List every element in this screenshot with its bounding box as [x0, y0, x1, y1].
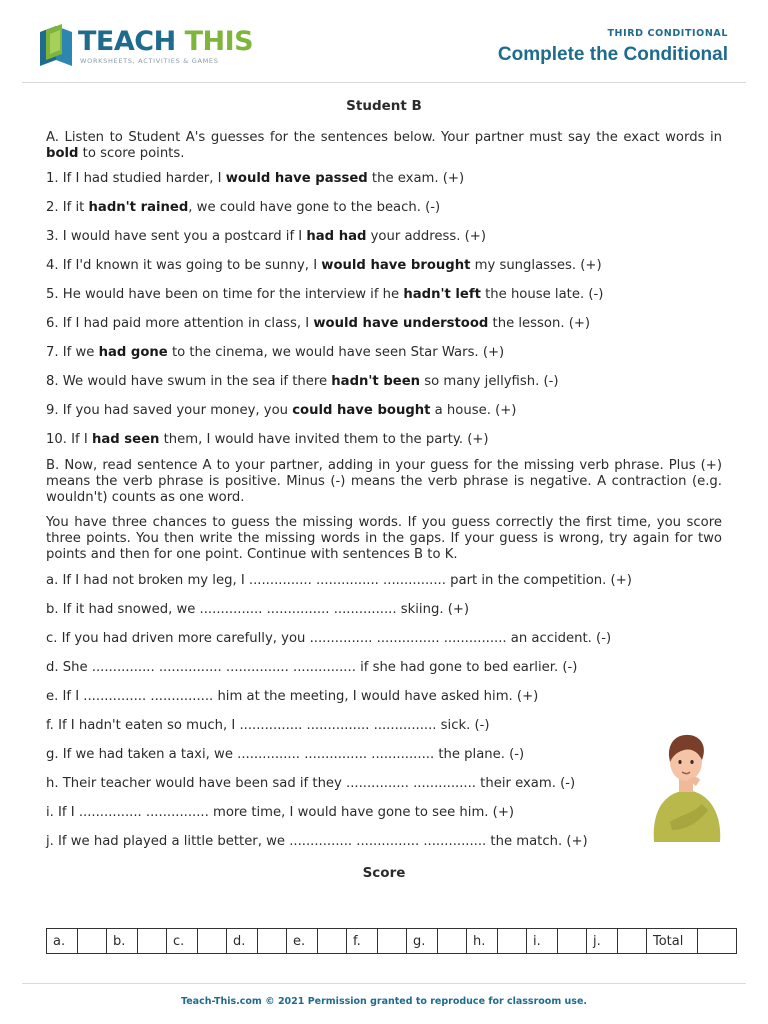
worksheet-body	[46, 98, 722, 881]
score-entry-cell[interactable]	[558, 929, 587, 954]
score-label-cell: f.	[347, 929, 378, 954]
score-entry-cell[interactable]	[138, 929, 167, 954]
gap-sentence-item: i. If I ............... ............... more time, I would have gone to see him. (+)	[46, 805, 515, 820]
sentence-item	[46, 229, 722, 245]
score-label-cell: i.	[527, 929, 558, 954]
score-entry-cell[interactable]	[438, 929, 467, 954]
gap-sentence-item: j. If we had played a little better, we ............... ............... ............... the match. (+)	[46, 834, 588, 849]
sentence-item	[46, 171, 722, 187]
sentence-text: so many jellyfish. (-)	[420, 374, 559, 389]
score-row	[47, 929, 737, 954]
bold-phrase: bold	[46, 146, 79, 161]
gap-sentence-item: b. If it had snowed, we ............... ............... ............... skiing. (+)	[46, 602, 470, 617]
bold-phrase: would have understood	[313, 316, 489, 331]
score-label-cell: d.	[227, 929, 258, 954]
sentence-text: them, I would have invited them to the party. (+)	[159, 432, 489, 447]
sentence-text: , we could have gone to the beach. (-)	[188, 200, 441, 215]
thinking-student-illustration	[648, 730, 724, 842]
bold-phrase: would have passed	[225, 171, 368, 186]
sentence-item	[46, 258, 722, 274]
bold-phrase: would have brought	[321, 258, 471, 273]
sentence-text: 2. If it	[46, 200, 89, 215]
sentence-list	[46, 171, 722, 448]
instruction-b: B. Now, read sentence A to your partner, adding in your guess for the missing verb phrase. Plus (+) means the verb phrase is positive. Minus (-) means the verb phrase is negative. A contraction (e.g. wouldn't) counts as one word.	[46, 458, 722, 505]
sentence-text: my sunglasses. (+)	[470, 258, 602, 273]
sentence-text: 1. If I had studied harder, I	[46, 171, 226, 186]
page-header	[0, 0, 768, 80]
teach-this-logo	[36, 24, 254, 70]
score-entry-cell[interactable]	[498, 929, 527, 954]
score-total-label: Total	[647, 929, 698, 954]
sentence-text: to the cinema, we would have seen Star Wars. (+)	[167, 345, 505, 360]
score-table	[46, 928, 737, 954]
sentence-text: to score points.	[78, 146, 185, 161]
sentence-item	[46, 374, 722, 390]
score-entry-cell[interactable]	[258, 929, 287, 954]
sentence-text: 10. If I	[46, 432, 92, 447]
bold-phrase: had gone	[98, 345, 168, 360]
book-icon	[36, 24, 76, 66]
sentence-item	[46, 316, 722, 332]
gap-sentence-item: a. If I had not broken my leg, I ............... ............... ............... part in the competition. (+)	[46, 573, 632, 588]
bold-phrase: could have bought	[292, 403, 431, 418]
sentence-text: the exam. (+)	[367, 171, 465, 186]
sentence-text: 6. If I had paid more attention in class, I	[46, 316, 314, 331]
gap-sentence-item: h. Their teacher would have been sad if they ............... ............... their exam. (-)	[46, 776, 576, 791]
score-entry-cell[interactable]	[378, 929, 407, 954]
sentence-text: your address. (+)	[366, 229, 487, 244]
bold-phrase: had had	[306, 229, 367, 244]
sentence-text: 4. If I'd known it was going to be sunny, I	[46, 258, 322, 273]
score-entry-cell[interactable]	[618, 929, 647, 954]
gap-sentence-item: g. If we had taken a taxi, we ............... ............... ............... the plane. (-)	[46, 747, 525, 762]
section-title: Student B	[346, 98, 422, 114]
sentence-text: a house. (+)	[430, 403, 517, 418]
gap-sentence-item: e. If I ............... ............... him at the meeting, I would have asked him. (+)	[46, 689, 539, 704]
sentence-text: the house late. (-)	[480, 287, 604, 302]
instruction-a	[46, 130, 722, 162]
logo-tagline: WORKSHEETS, ACTIVITIES & GAMES	[80, 57, 219, 65]
score-label-cell: c.	[167, 929, 198, 954]
score-title: Score	[362, 865, 406, 881]
score-label-cell: h.	[467, 929, 498, 954]
sentence-item	[46, 432, 722, 448]
score-label-cell: b.	[107, 929, 138, 954]
gap-sentence-list	[46, 573, 722, 850]
worksheet-title: Complete the Conditional	[497, 44, 728, 65]
score-entry-cell[interactable]	[318, 929, 347, 954]
sentence-item	[46, 287, 722, 303]
sentence-text: A. Listen to Student A's guesses for the sentences below. Your partner must say the exact words in	[46, 130, 722, 145]
score-label-cell: g.	[407, 929, 438, 954]
sentence-item	[46, 345, 722, 361]
score-label-cell: j.	[587, 929, 618, 954]
sentence-text: 7. If we	[46, 345, 99, 360]
score-total-cell[interactable]	[698, 929, 737, 954]
worksheet-category: THIRD CONDITIONAL	[607, 28, 728, 39]
bold-phrase: hadn't rained	[88, 200, 189, 215]
score-label-cell: a.	[47, 929, 78, 954]
sentence-item	[46, 403, 722, 419]
bold-phrase: hadn't been	[331, 374, 421, 389]
score-label-cell: e.	[287, 929, 318, 954]
score-entry-cell[interactable]	[198, 929, 227, 954]
instruction-c: You have three chances to guess the missing words. If you guess correctly the first time, you score three points. You then write the missing words in the gaps. If your guess is wrong, try again for two points and then for one point. Continue with sentences B to K.	[46, 515, 722, 562]
header-divider	[22, 82, 746, 83]
bold-phrase: hadn't left	[403, 287, 481, 302]
sentence-text: 5. He would have been on time for the interview if he	[46, 287, 404, 302]
bold-phrase: had seen	[91, 432, 160, 447]
footer-divider	[22, 983, 746, 984]
sentence-text: 8. We would have swum in the sea if there	[46, 374, 332, 389]
gap-sentence-item: d. She ............... ............... ............... ............... if she had gone to bed earlier. (-)	[46, 660, 578, 675]
footer-copyright: Teach-This.com © 2021 Permission granted to reproduce for classroom use.	[181, 996, 587, 1007]
logo-wordmark: TEACH THIS	[78, 26, 254, 57]
sentence-text: 3. I would have sent you a postcard if I	[46, 229, 307, 244]
score-entry-cell[interactable]	[78, 929, 107, 954]
sentence-item	[46, 200, 722, 216]
sentence-text: the lesson. (+)	[488, 316, 591, 331]
gap-sentence-item: c. If you had driven more carefully, you ............... ............... ............... an accident. (-)	[46, 631, 612, 646]
gap-sentence-item: f. If I hadn't eaten so much, I ............... ............... ............... sick. (-)	[46, 718, 490, 733]
sentence-text: 9. If you had saved your money, you	[46, 403, 293, 418]
